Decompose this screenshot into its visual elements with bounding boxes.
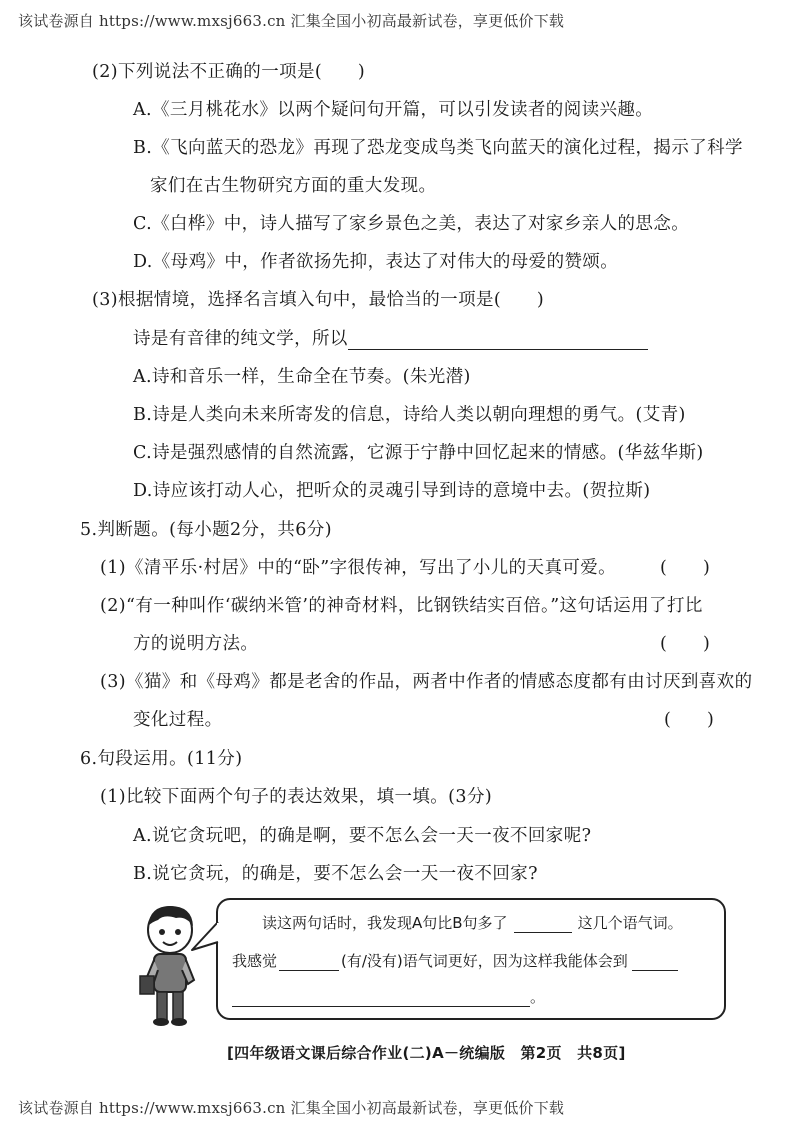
bubble-line-2 <box>232 950 678 971</box>
bubble-line-2-text-a: 我感觉 <box>232 952 278 970</box>
top-watermark: 该试卷源自 https://www.mxsj663.cn 汇集全国小初高最新试卷，享更低价下载 <box>18 12 565 30</box>
q4-2-option-b-line2: 家们在古生物研究方面的重大发现。 <box>150 176 437 196</box>
q6-1-stem: (1)比较下面两个句子的表达效果，填一填。(3分) <box>100 787 493 807</box>
q5-item-3-line1: (3)《猫》和《母鸡》都是老舍的作品，两者中作者的情感态度都有由讨厌到喜欢的 <box>100 672 753 692</box>
q4-2-stem: (2)下列说法不正确的一项是( ) <box>92 62 366 82</box>
q5-item-2-line1: (2)“有一种叫作‘碳纳米管’的神奇材料，比钢铁结实百倍。”这句话运用了打比 <box>100 596 703 616</box>
q6-1-sentence-b: B.说它贪玩，的确是，要不怎么会一天一夜不回家? <box>133 864 538 884</box>
bubble-blank-3[interactable] <box>632 954 678 971</box>
bubble-line-1 <box>262 912 683 933</box>
bubble-line-2-text-b: (有/没有)语气词更好，因为这样我能体会到 <box>341 952 628 970</box>
q5-item-3-line2: 变化过程。 <box>133 710 223 730</box>
bottom-watermark: 该试卷源自 https://www.mxsj663.cn 汇集全国小初高最新试卷，享更低价下载 <box>18 1099 565 1117</box>
q4-2-option-b-line1: B.《飞向蓝天的恐龙》再现了恐龙变成鸟类飞向蓝天的演化过程，揭示了科学 <box>133 138 743 158</box>
q4-3-answer-blank[interactable] <box>348 331 648 350</box>
bubble-line-3 <box>232 986 545 1007</box>
bubble-line-1-text-b: 这几个语气词。 <box>577 914 683 932</box>
q4-3-prompt-text: 诗是有音律的纯文学，所以 <box>133 329 348 349</box>
q6-title: 6.句段运用。(11分) <box>80 749 243 769</box>
bubble-blank-4[interactable] <box>232 990 530 1007</box>
q5-item-2-line2: 方的说明方法。 <box>133 634 259 654</box>
q4-2-option-c: C.《白桦》中，诗人描写了家乡景色之美，表达了对家乡亲人的思念。 <box>133 214 690 234</box>
q5-item-1: (1)《清平乐·村居》中的“卧”字很传神，写出了小儿的天真可爱。 <box>100 558 617 578</box>
q4-2-option-d: D.《母鸡》中，作者欲扬先抑，表达了对伟大的母爱的赞颂。 <box>133 252 619 272</box>
q4-3-option-a: A.诗和音乐一样，生命全在节奏。(朱光潜) <box>133 367 471 387</box>
bubble-blank-1[interactable] <box>514 916 572 933</box>
bubble-line-3-period: 。 <box>530 988 546 1006</box>
bubble-blank-2[interactable] <box>279 954 339 971</box>
q4-3-stem: (3)根据情境，选择名言填入句中，最恰当的一项是( ) <box>92 290 545 310</box>
q4-3-prompt <box>133 325 648 350</box>
q5-item-1-answer-paren[interactable]: ( ) <box>660 558 711 578</box>
q5-item-3-answer-paren[interactable]: ( ) <box>664 710 715 730</box>
q5-title: 5.判断题。(每小题2分，共6分) <box>80 520 332 540</box>
q4-2-option-a: A.《三月桃花水》以两个疑问句开篇，可以引发读者的阅读兴趣。 <box>133 100 654 120</box>
q5-item-2-answer-paren[interactable]: ( ) <box>660 634 711 654</box>
bubble-line-1-text-a: 读这两句话时，我发现A句比B句多了 <box>262 914 508 932</box>
q6-1-sentence-a: A.说它贪玩吧，的确是啊，要不怎么会一天一夜不回家呢? <box>133 826 592 846</box>
q4-3-option-b: B.诗是人类向未来所寄发的信息，诗给人类以朝向理想的勇气。(艾青) <box>133 405 686 425</box>
page-footer: [四年级语文课后综合作业(二)A－统编版 第2页 共8页] <box>227 1044 626 1062</box>
q4-3-option-c: C.诗是强烈感情的自然流露，它源于宁静中回忆起来的情感。(华兹华斯) <box>133 443 704 463</box>
q4-3-option-d: D.诗应该打动人心，把听众的灵魂引导到诗的意境中去。(贺拉斯) <box>133 481 651 501</box>
speech-bubble-tail-icon <box>190 920 220 960</box>
